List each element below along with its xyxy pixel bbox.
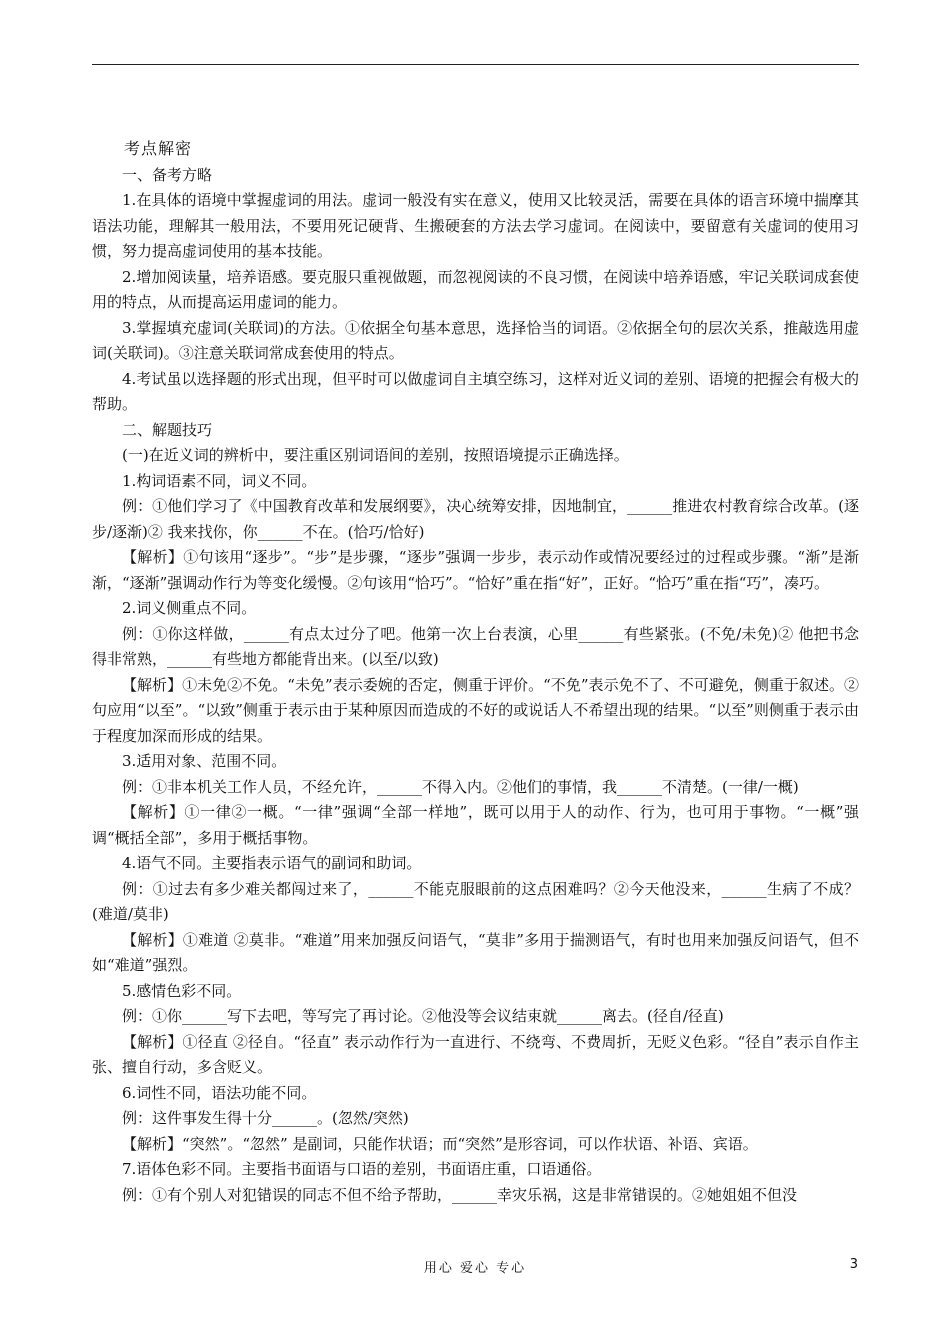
paragraph: 3.掌握填充虚词(关联词)的方法。①依据全句基本意思，选择恰当的词语。②依据全句的层次关系，推敲选用虚词(关联词)。③注意关联词常成套使用的特点。 [92,318,859,362]
paragraph: (一)在近义词的辨析中，要注重区别词语间的差别，按照语境提示正确选择。 [122,446,629,464]
paragraph: 例：①他们学习了《中国教育改革和发展纲要》，决心统筹安排，因地制宜，______推进农村教育综合改革。(逐步/逐渐)② 我来找你，你______不在。(恰巧/恰好) [92,497,859,541]
paragraph: 2.增加阅读量，培养语感。要克服只重视做题，而忽视阅读的不良习惯，在阅读中培养语感，牢记关联词成套使用的特点，从而提高运用虚词的能力。 [92,267,859,311]
paragraph: 【解析】①句该用“逐步”。“步”是步骤，“逐步”强调一步步，表示动作或情况要经过的过程或步骤。“渐”是渐渐，“逐渐”强调动作行为等变化缓慢。②句该用“恰巧”。“恰好”重在指“好”，正好。“恰巧”重在指“巧”，凑巧。 [92,548,859,592]
paragraph: 6.词性不同，语法功能不同。 [122,1083,317,1102]
page-number: 3 [849,1257,858,1272]
paragraph: 例：①你这样做，______有点太过分了吧。他第一次上台表演，心里______有些紧张。(不免/未免)② 他把书念得非常熟，______有些地方都能背出来。(以至/以致) [92,624,859,668]
section-heading: 考点解密 [124,139,193,158]
paragraph: 一、备考方略 [122,165,213,184]
paragraph: 例：这件事发生得十分______。(忽然/突然) [122,1109,409,1127]
paragraph: 3.适用对象、范围不同。 [122,752,287,770]
paragraph: 5.感情色彩不同。 [122,981,242,1000]
paragraph: 1.构词语素不同，词义不同。 [122,471,317,490]
paragraph: 例：①过去有多少难关都闯过来了，______不能克服眼前的这点困难吗？②今天他没来，______生病了不成？(难道/莫非) [92,879,859,923]
paragraph: 【解析】①一律②一概。“一律”强调“全部一样地”，既可以用于人的动作、行为，也可用于事物。“一概”强调“概括全部”，多用于概括事物。 [92,803,859,847]
paragraph: 【解析】①难道 ②莫非。“难道”用来加强反问语气，“莫非”多用于揣测语气，有时也用来加强反问语气，但不如“难道”强烈。 [92,930,859,974]
header-rule [92,64,859,65]
paragraph: 7.语体色彩不同。主要指书面语与口语的差别，书面语庄重，口语通俗。 [122,1160,602,1178]
paragraph: 1.在具体的语境中掌握虚词的用法。虚词一般没有实在意义，使用又比较灵活，需要在具体的语言环境中揣摩其语法功能，理解其一般用法，不要用死记硬背、生搬硬套的方法去学习虚词。在阅读中，要留意有关虚词的使用习惯，努力提高虚词使用的基本技能。 [92,191,859,260]
paragraph: 【解析】①未免②不免。“未免”表示委婉的否定，侧重于评价。“不免”表示免不了、不可避免，侧重于叙述。②句应用“以至”。“以致”侧重于表示由于某种原因而造成的不好的或说话人不希望出现的结果。“以至”则侧重于表示由于程度加深而形成的结果。 [92,675,859,745]
paragraph: 例：①你______写下去吧，等写完了再讨论。②他没等会议结束就______离去。(径自/径直) [122,1007,724,1025]
paragraph: 二、解题技巧 [122,420,213,439]
paragraph: 例：①有个别人对犯错误的同志不但不给予帮助，______幸灾乐祸，这是非常错误的。②她姐姐不但没 [122,1185,798,1204]
paragraph: 2.词义侧重点不同。 [122,599,257,617]
paragraph: 【解析】“突然”。“忽然” 是副词，只能作状语；而“突然”是形容词，可以作状语、补语、宾语。 [122,1134,758,1153]
paragraph: 4.语气不同。主要指表示语气的副词和助词。 [122,854,422,872]
paragraph: 例：①非本机关工作人员，不经允许，______不得入内。②他们的事情，我______不清楚。(一律/一概) [122,777,799,796]
page-footer: 用心 爱心 专心 [423,1261,527,1276]
paragraph: 【解析】①径直 ②径自。“径直” 表示动作行为一直进行、不绕弯、不费周折，无贬义色彩。“径自”表示自作主张、擅自行动，多含贬义。 [92,1032,859,1076]
paragraph: 4.考试虽以选择题的形式出现，但平时可以做虚词自主填空练习，这样对近义词的差别、语境的把握会有极大的帮助。 [92,369,859,413]
document-body [92,136,859,1208]
